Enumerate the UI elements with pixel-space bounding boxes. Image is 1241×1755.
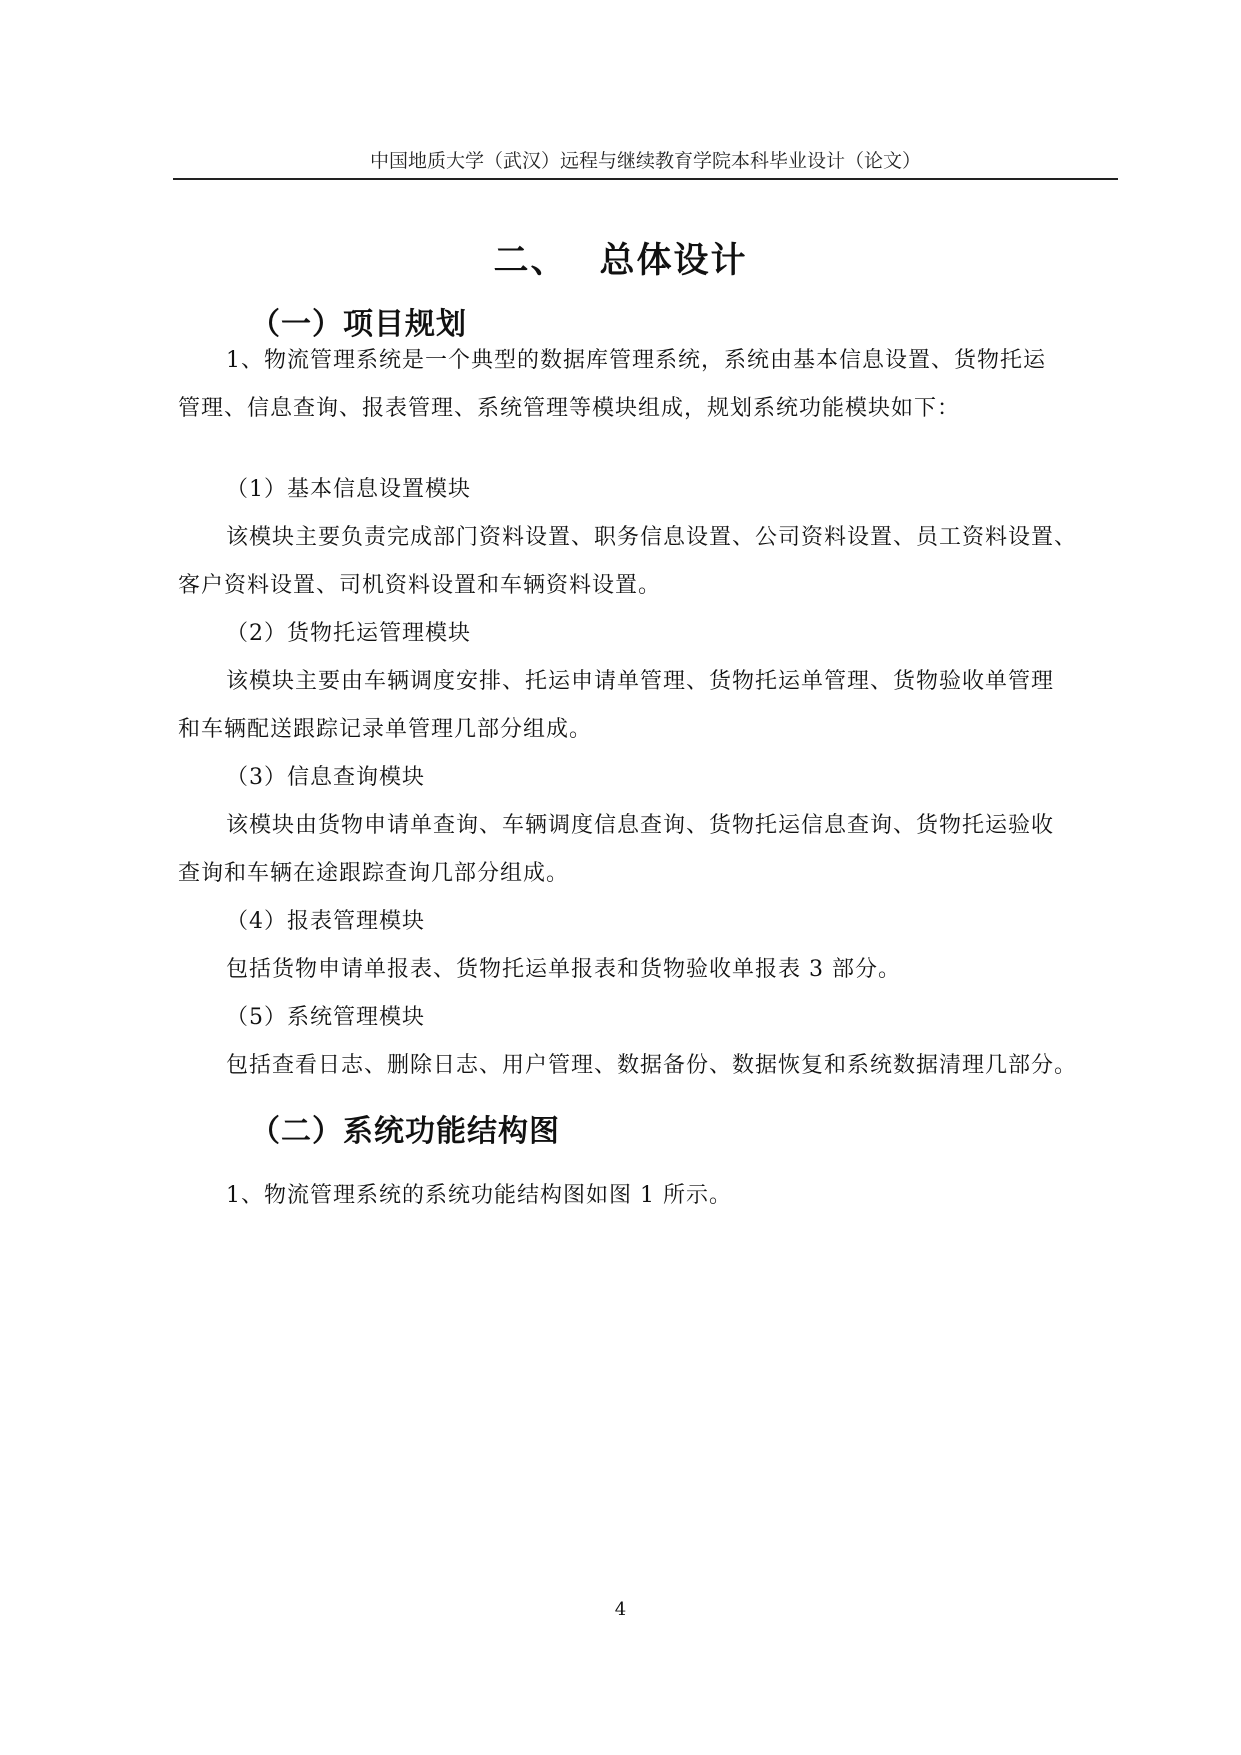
module-heading (178, 466, 1116, 514)
paragraph-line: 和车辆配送跟踪记录单管理几部分组成。 (178, 717, 593, 742)
module-heading (178, 610, 1116, 658)
paragraph-line: 包括货物申请单报表、货物托运单报表和货物验收单报表 3 部分。 (226, 957, 901, 982)
chapter-title-text: 总体设计 (599, 241, 748, 281)
page-header: 中国地质大学（武汉）远程与继续教育学院本科毕业设计（论文） (173, 148, 1118, 180)
paragraph-line: 1、物流管理系统是一个典型的数据库管理系统，系统由基本信息设置、货物托运 (226, 348, 1046, 373)
paragraph-line: 该模块主要由车辆调度安排、托运申请单管理、货物托运单管理、货物验收单管理 (226, 669, 1055, 694)
module-heading-text: （4）报表管理模块 (226, 909, 425, 934)
paragraph-line: 查询和车辆在途跟踪查询几部分组成。 (178, 861, 570, 886)
module-heading (178, 898, 1116, 946)
module-heading-text: （5）系统管理模块 (226, 1005, 425, 1030)
module-description (178, 946, 1116, 994)
paragraph-line: 1、物流管理系统的系统功能结构图如图 1 所示。 (226, 1183, 732, 1208)
module-description (178, 1042, 1116, 1090)
chapter-title (0, 238, 1241, 284)
module-description (178, 802, 1116, 898)
section-title-project-planning: （一）项目规划 (250, 307, 467, 342)
module-heading-text: （2）货物托运管理模块 (226, 621, 471, 646)
module-heading-text: （3）信息查询模块 (226, 765, 425, 790)
intro-paragraph (178, 337, 1116, 433)
section-title-function-structure: （二）系统功能结构图 (250, 1114, 560, 1149)
module-heading (178, 994, 1116, 1042)
paragraph-line: 客户资料设置、司机资料设置和车辆资料设置。 (178, 573, 662, 598)
structure-paragraph (178, 1172, 1116, 1220)
module-description (178, 658, 1116, 754)
paragraph-line: 该模块由货物申请单查询、车辆调度信息查询、货物托运信息查询、货物托运验收 (226, 813, 1055, 838)
paragraph-line: 包括查看日志、删除日志、用户管理、数据备份、数据恢复和系统数据清理几部分。 (226, 1053, 1078, 1078)
module-description (178, 514, 1116, 610)
chapter-number: 二、 (493, 241, 568, 281)
module-heading (178, 754, 1116, 802)
paragraph-line: 该模块主要负责完成部门资料设置、职务信息设置、公司资料设置、员工资料设置、 (226, 525, 1078, 550)
module-heading-text: （1）基本信息设置模块 (226, 477, 471, 502)
page-number: 4 (614, 1599, 627, 1620)
paragraph-line: 管理、信息查询、报表管理、系统管理等模块组成，规划系统功能模块如下： (178, 396, 961, 421)
